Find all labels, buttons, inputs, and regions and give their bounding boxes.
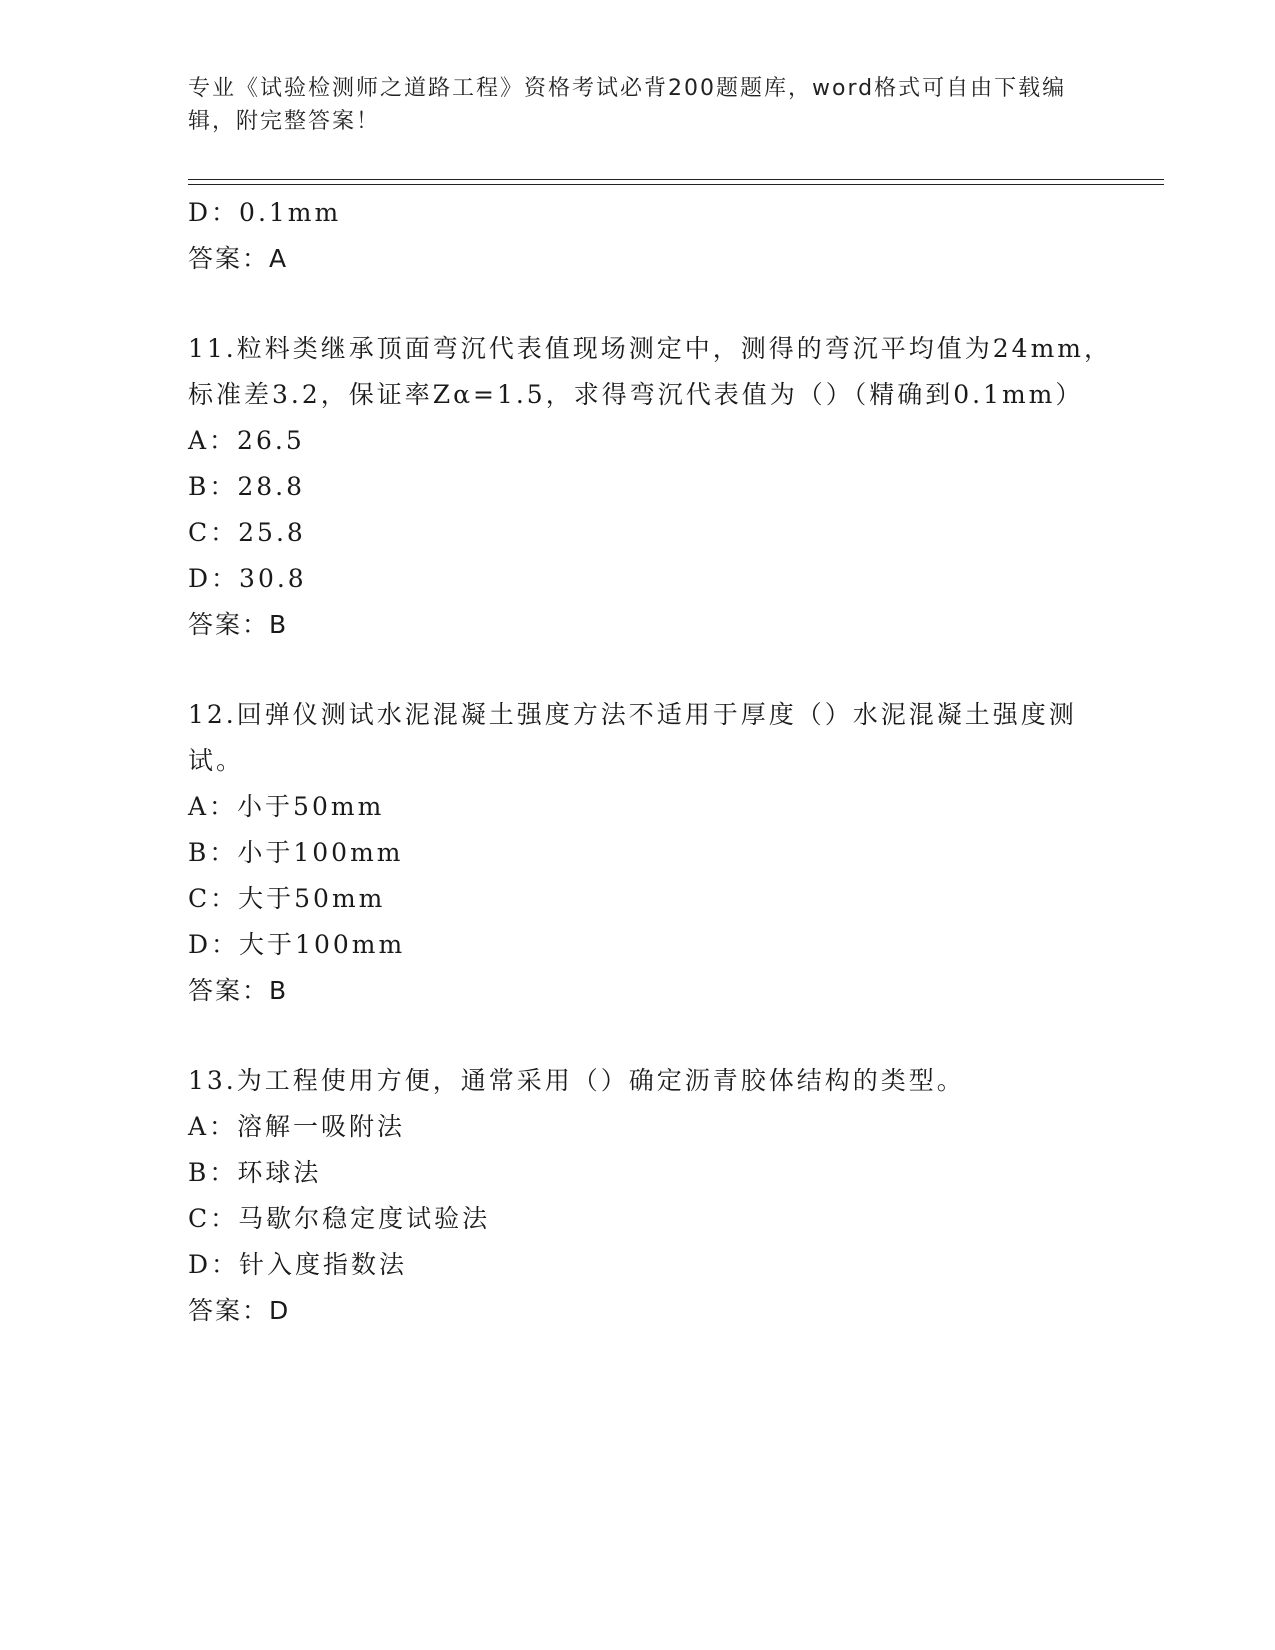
option-c: C：马歇尔稳定度试验法 (188, 1204, 491, 1233)
question-stem: 11.粒料类继承顶面弯沉代表值现场测定中，测得的弯沉平均值为24mm，标准差3.2，保证率Zα=1.5，求得弯沉代表值为（）（精确到0.1mm） (188, 334, 1112, 409)
option-d: D：大于100mm (188, 930, 406, 959)
option-d: D：30.8 (188, 564, 307, 593)
option-d: D：针入度指数法 (188, 1250, 408, 1279)
question-12 (188, 692, 1128, 1014)
document-body (188, 190, 1128, 1334)
option-c: C：大于50mm (188, 884, 386, 913)
option-d: D：0.1mm (188, 198, 342, 227)
question-13 (188, 1058, 1128, 1334)
header-rule-top (188, 179, 1164, 180)
document-header: 专业《试验检测师之道路工程》资格考试必背200题题库，word格式可自由下载编辑，附完整答案！ (188, 76, 1067, 134)
option-b: B：环球法 (188, 1158, 322, 1187)
question-stem: 13.为工程使用方便，通常采用（）确定沥青胶体结构的类型。 (188, 1066, 965, 1095)
option-b: B：28.8 (188, 472, 306, 501)
header-rule-bottom (188, 184, 1164, 185)
answer-line: 答案：B (188, 976, 289, 1005)
answer-line: 答案：A (188, 244, 289, 273)
question-stem: 12.回弹仪测试水泥混凝土强度方法不适用于厚度（）水泥混凝土强度测试。 (188, 700, 1077, 775)
answer-line: 答案：B (188, 610, 289, 639)
question-11 (188, 326, 1128, 648)
option-b: B：小于100mm (188, 838, 404, 867)
option-a: A：小于50mm (188, 792, 385, 821)
option-c: C：25.8 (188, 518, 306, 547)
option-a: A：26.5 (188, 426, 305, 455)
answer-line: 答案：D (188, 1296, 291, 1325)
option-a: A：溶解一吸附法 (188, 1112, 406, 1141)
